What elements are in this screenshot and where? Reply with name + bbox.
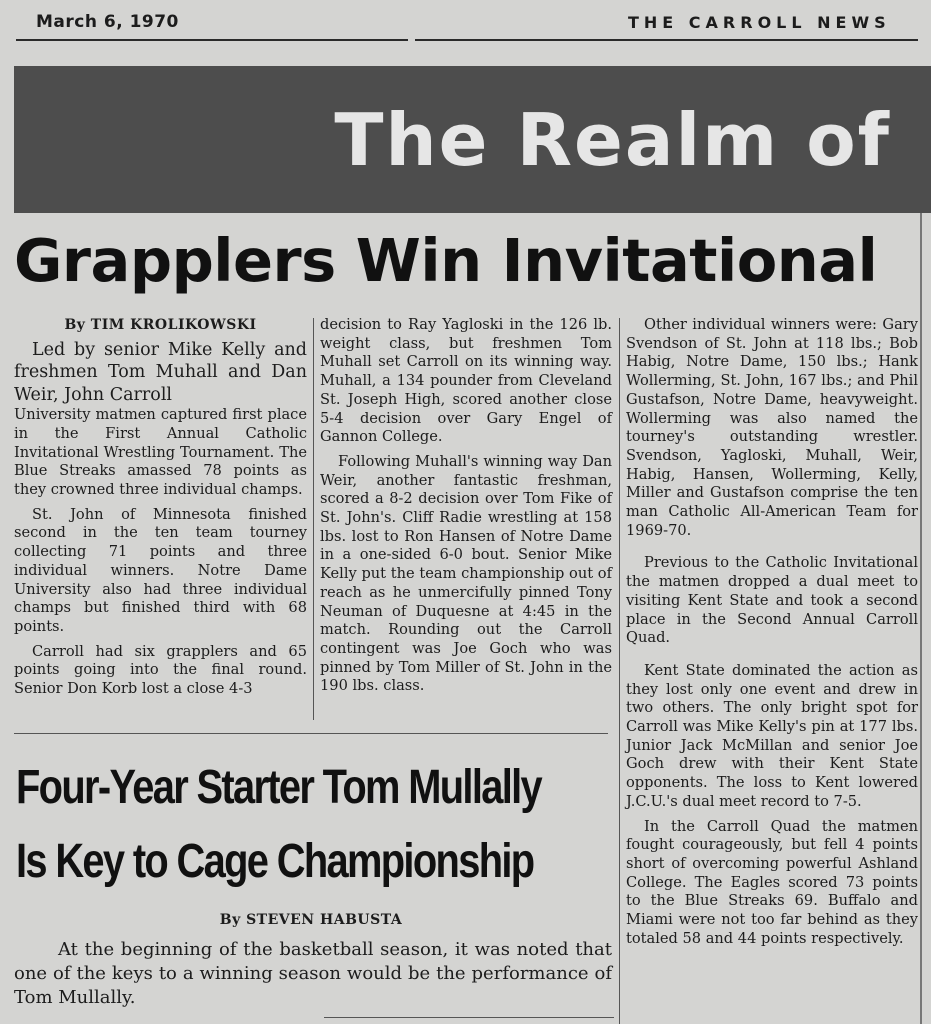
article1-paragraph: Other individual winners were: Gary Svendson of St. John at 118 lbs.; Bob Habig, Notre Dame, 150 lbs.; Hank Wollerming, St. John, 167 lbs.; and Phil Gustafson, Notre Dame, heavyweight. Wollerming was also named the tourney's outstanding wrestler. Svendson, Yagloski, Muhall, Weir, Habig, Hansen, Wollerming, Kelly, Miller and Gustafson comprise the ten man Catholic All-American Team for 1969-70. [626, 316, 918, 539]
article1-paragraph: Kent State dominated the action as they lost only one event and drew in two others. The only bright spot for Carroll was Mike Kelly's pin at 177 lbs. Junior Jack McMillan and senior Joe Goch drew with their Kent State opponents. The loss to Kent lowered J.C.U.'s dual meet record to 7-5. [626, 661, 918, 810]
article-divider [14, 733, 608, 734]
article2-byline: By STEVEN HABUSTA [219, 912, 403, 928]
article1-column-1 [14, 316, 307, 705]
section-banner-title: The Realm of [334, 98, 891, 182]
column-divider [619, 318, 620, 1024]
article1-paragraph: Led by senior Mike Kelly and freshmen Tom Muhall and Dan Weir, John Carroll [14, 339, 307, 405]
column-divider [313, 318, 314, 720]
article2-headline-line2: Is Key to Cage Championship [16, 835, 534, 888]
article1-headline: Grapplers Win Invitational [14, 226, 878, 295]
issue-date: March 6, 1970 [36, 12, 179, 32]
article1-paragraph: In the Carroll Quad the matmen fought courageously, but fell 4 points short of overcoming powerful Ashland College. The Eagles scored 73 points to the Blue Streaks 69. Buffalo and Miami were not too far behind as they totaled 58 and 44 points respectively. [626, 817, 918, 947]
article1-paragraph: University matmen captured first place in the First Annual Catholic Invitational Wrestling Tournament. The Blue Streaks amassed 78 points as they crowned three individual champs. [14, 406, 307, 499]
article1-paragraph: decision to Ray Yagloski in the 126 lb. weight class, but freshmen Tom Muhall set Carroll on its winning way. Muhall, a 134 pounder from Cleveland St. Joseph High, scored another close 5-4 decision over Gary Engel of Gannon College. [320, 316, 612, 446]
newspaper-name: THE CARROLL NEWS [628, 13, 891, 32]
bottom-rule [324, 1017, 614, 1018]
article1-column-3 [626, 316, 918, 955]
article1-byline: By TIM KROLIKOWSKI [64, 317, 257, 333]
masthead-rule-left [16, 39, 408, 41]
article2-headline-line1: Four-Year Starter Tom Mullally [16, 761, 542, 814]
article1-paragraph: Following Muhall's winning way Dan Weir, another fantastic freshman, scored a 8-2 decision over Tom Fike of St. John's. Cliff Radie wrestling at 158 lbs. lost to Ron Hansen of Notre Dame in a one-sided 6-0 bout. Senior Mike Kelly put the team championship out of reach as he unmercifully pinned Tony Neuman of Duquesne at 4:45 in the match. Rounding out the Carroll contingent was Joe Goch who was pinned by Tom Miller of St. John in the 190 lbs. class. [320, 452, 612, 695]
article1-paragraph: Carroll had six grapplers and 65 points going into the final round. Senior Don Korb lost a close 4-3 [14, 642, 307, 698]
article1-paragraph: Previous to the Catholic Invitational the matmen dropped a dual meet to visiting Kent State and took a second place in the Second Annual Carroll Quad. [626, 554, 918, 647]
article1-column-2 [320, 316, 612, 702]
masthead-rule-right [415, 39, 918, 41]
article1-paragraph: St. John of Minnesota finished second in the ten team tourney collecting 71 points and three individual winners. Notre Dame University also had three individual champs but finished third with 68 points. [14, 505, 307, 635]
article2-lead-paragraph: At the beginning of the basketball season, it was noted that one of the keys to a winning season would be the performance of Tom Mullally. [14, 939, 612, 1008]
article2-lead [14, 938, 612, 1010]
page-right-rule [920, 213, 922, 1024]
